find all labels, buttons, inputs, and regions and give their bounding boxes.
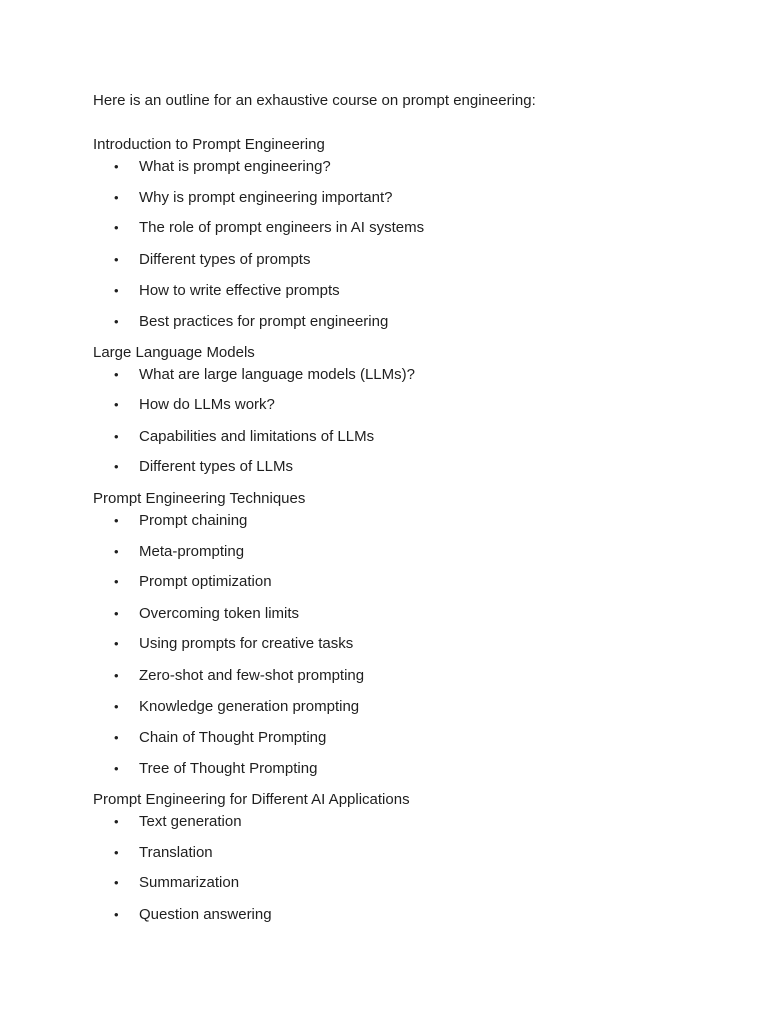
bullet-icon: • — [114, 220, 119, 235]
bullet-icon: • — [114, 314, 119, 329]
bullet-icon: • — [114, 606, 119, 621]
bullet-icon: • — [114, 845, 119, 860]
bullet-icon: • — [114, 397, 119, 412]
bullet-icon: • — [114, 159, 119, 174]
bullet-icon: • — [114, 636, 119, 651]
document-page: Here is an outline for an exhaustive course on prompt engineering: Introduction to Prompt Engineering • What is prompt engineering? • Why is prompt engineering important? • The role of prompt engineers in AI systems • Different types of prompts • How to write effective prompts • Best practices for prompt engineering Large Language Models • What are large language models (LLMs)? • How do LLMs work? • Capabilities and limitations of LLMs • Different types of LLMs Prompt Engineering Techniques • Prompt chaining • Meta-prompting • Prompt optimization • Overcoming token limits • Using prompts for creative tasks • Zero-shot and few-shot prompting • Knowledge generation prompting • Chain of Thought Prompting • Tree of Thought Prompting Prompt Engineering for Different AI Applications • Text generation • Translation • Summarization • Question answering — [93, 92, 536, 923]
bullet-icon: • — [114, 283, 119, 298]
bullet-icon: • — [114, 875, 119, 890]
bullet-icon: • — [114, 544, 119, 559]
section-title-introduction: Introduction to Prompt Engineering — [93, 136, 325, 153]
bullet-icon: • — [114, 513, 119, 528]
bullet-icon: • — [114, 699, 119, 714]
bullet-icon: • — [114, 367, 119, 382]
bullet-icon: • — [114, 574, 119, 589]
bullet-icon: • — [114, 429, 119, 444]
section-title-applications: Prompt Engineering for Different AI Applications — [93, 791, 410, 808]
bullet-icon: • — [114, 730, 119, 745]
intro-paragraph: Here is an outline for an exhaustive course on prompt engineering: — [93, 92, 536, 109]
section-title-techniques: Prompt Engineering Techniques — [93, 490, 306, 507]
bullet-icon: • — [114, 814, 119, 829]
bullet-icon: • — [114, 190, 119, 205]
bullet-icon: • — [114, 761, 119, 776]
bullet-icon: • — [114, 459, 119, 474]
bullet-icon: • — [114, 907, 119, 922]
section-title-llms: Large Language Models — [93, 344, 255, 361]
bullet-icon: • — [114, 668, 119, 683]
bullet-icon: • — [114, 252, 119, 267]
